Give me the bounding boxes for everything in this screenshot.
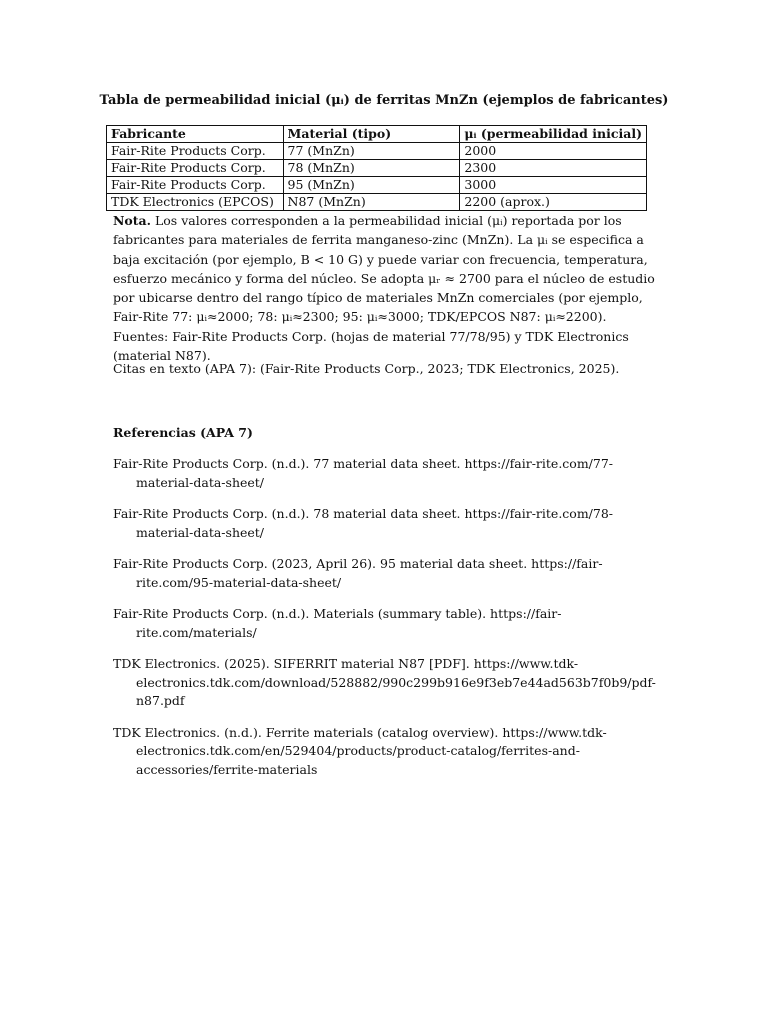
table-header-row [107,126,647,143]
cell-permeability: 2000 [460,143,647,160]
reference-item: TDK Electronics. (2025). SIFERRIT material N87 [PDF]. https://www.tdk-electronics.tdk.com/download/528882/990c299b916e9f3eb7e44ad563b7f0b9/pdf-n87.pdf [113,656,656,708]
cell-material: 95 (MnZn) [283,177,460,194]
header-material: Material (tipo) [283,126,460,143]
cell-manufacturer: Fair-Rite Products Corp. [107,143,284,160]
note-label: Nota. [113,213,151,228]
reference-item: Fair-Rite Products Corp. (n.d.). Materials (summary table). https://fair-rite.com/materials/ [113,606,562,640]
cell-material: 78 (MnZn) [283,160,460,177]
table-row [107,143,647,160]
cell-permeability: 2200 (aprox.) [460,194,647,211]
reference-item: Fair-Rite Products Corp. (n.d.). 78 material data sheet. https://fair-rite.com/78-material-data-sheet/ [113,506,614,540]
table-row [107,177,647,194]
cell-manufacturer: Fair-Rite Products Corp. [107,160,284,177]
reference-item: Fair-Rite Products Corp. (n.d.). 77 material data sheet. https://fair-rite.com/77-material-data-sheet/ [113,456,614,490]
cell-material: N87 (MnZn) [283,194,460,211]
header-permeability: μᵢ (permeabilidad inicial) [460,126,647,143]
table-note [113,211,661,365]
reference-item: Fair-Rite Products Corp. (2023, April 26). 95 material data sheet. https://fair-rite.com/95-material-data-sheet/ [113,556,603,590]
references-heading: Referencias (APA 7) [113,425,253,440]
table-row [107,194,647,211]
cell-manufacturer: TDK Electronics (EPCOS) [107,194,284,211]
cell-material: 77 (MnZn) [283,143,460,160]
permeability-table [106,125,647,211]
table-row [107,160,647,177]
cell-permeability: 3000 [460,177,647,194]
reference-item: TDK Electronics. (n.d.). Ferrite materials (catalog overview). https://www.tdk-electronics.tdk.com/en/529404/products/product-catalog/ferrites-and-accessories/ferrite-materials [113,724,607,777]
in-text-citation: Citas en texto (APA 7): (Fair-Rite Products Corp., 2023; TDK Electronics, 2025). [113,361,620,376]
cell-permeability: 2300 [460,160,647,177]
table-title: Tabla de permeabilidad inicial (μᵢ) de ferritas MnZn (ejemplos de fabricantes) [99,93,669,108]
references-list [113,455,661,792]
cell-manufacturer: Fair-Rite Products Corp. [107,177,284,194]
note-text: Los valores corresponden a la permeabilidad inicial (μᵢ) reportada por los fabricantes para materiales de ferrita manganeso-zinc (MnZn). La μᵢ se especifica a baja excitación (por ejemplo, B < 10 G) y puede variar con frecuencia, temperatura, esfuerzo mecánico y forma del núcleo. Se adopta μᵣ ≈ 2700 para el núcleo de estudio por ubicarse dentro del rango típico de materiales MnZn comerciales (por ejemplo, Fair-Rite 77: μᵢ≈2000; 78: μᵢ≈2300; 95: μᵢ≈3000; TDK/EPCOS N87: μᵢ≈2200). Fuentes: Fair-Rite Products Corp. (hojas de material 77/78/95) y TDK Electronics (material N87). [113,213,655,364]
header-manufacturer: Fabricante [107,126,284,143]
